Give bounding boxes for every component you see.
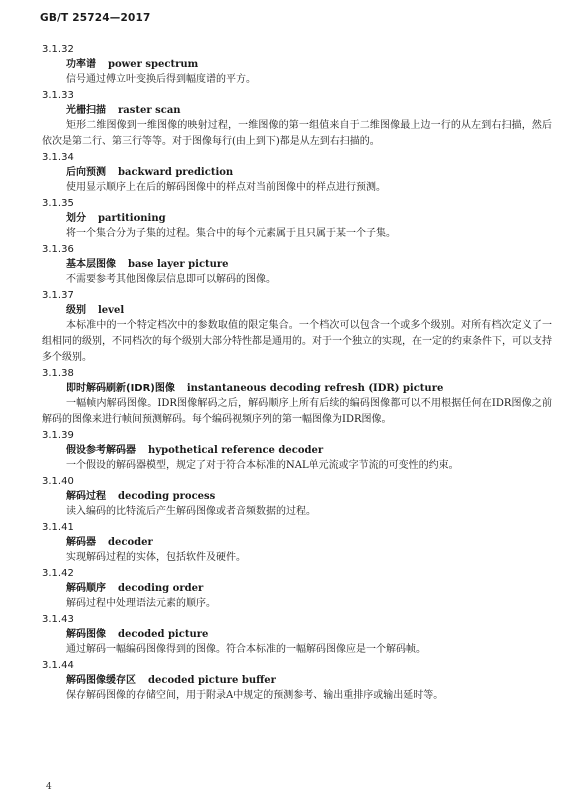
term-heading (42, 489, 552, 504)
term-english: instantaneous decoding refresh (IDR) picture (186, 383, 444, 394)
term-chinese: 级别 (66, 305, 86, 316)
term-entry (42, 658, 552, 704)
clause-number: 3.1.42 (42, 568, 74, 579)
term-heading (42, 57, 552, 72)
term-chinese: 基本层图像 (66, 259, 116, 270)
term-heading (42, 581, 552, 596)
term-entry (42, 150, 552, 196)
clause-number: 3.1.44 (42, 660, 74, 671)
term-heading (42, 381, 552, 396)
term-english: level (98, 305, 125, 316)
clause-number: 3.1.41 (42, 522, 74, 533)
term-definition: 使用显示顺序上在后的解码图像中的样点对当前图像中的样点进行预测。 (66, 182, 386, 193)
term-english: decoder (108, 537, 153, 548)
term-english: decoding order (118, 583, 204, 594)
term-chinese: 即时解码刷新(IDR)图像 (66, 383, 175, 394)
term-heading (42, 211, 552, 226)
term-heading (42, 627, 552, 642)
term-english: raster scan (118, 105, 181, 116)
term-chinese: 解码图像缓存区 (66, 675, 136, 686)
term-english: decoded picture buffer (148, 675, 276, 686)
clause-number: 3.1.32 (42, 44, 74, 55)
term-chinese: 解码顺序 (66, 583, 106, 594)
term-entry (42, 42, 552, 88)
clause-number: 3.1.33 (42, 90, 74, 101)
term-chinese: 后向预测 (66, 167, 106, 178)
term-entry (42, 428, 552, 474)
clause-number: 3.1.43 (42, 614, 74, 625)
term-heading (42, 443, 552, 458)
term-english: decoding process (118, 491, 216, 502)
term-definition: 实现解码过程的实体，包括软件及硬件。 (66, 552, 246, 563)
clause-number: 3.1.37 (42, 290, 74, 301)
clause-number: 3.1.36 (42, 244, 74, 255)
term-english: decoded picture (118, 629, 209, 640)
term-heading (42, 257, 552, 272)
term-definition: 不需要参考其他图像层信息即可以解码的图像。 (66, 274, 276, 285)
term-english: power spectrum (108, 59, 199, 70)
term-entry (42, 566, 552, 612)
term-english: partitioning (98, 213, 166, 224)
clause-number: 3.1.40 (42, 476, 74, 487)
term-chinese: 划分 (66, 213, 86, 224)
term-heading (42, 673, 552, 688)
term-definition: 一个假设的解码器模型，规定了对于符合本标准的NAL单元流或字节流的可变性的约束。 (66, 460, 459, 471)
term-heading (42, 103, 552, 118)
term-definition: 读入编码的比特流后产生解码图像或者音频数据的过程。 (66, 506, 316, 517)
term-heading (42, 303, 552, 318)
term-chinese: 解码过程 (66, 491, 106, 502)
clause-number: 3.1.34 (42, 152, 74, 163)
term-entry (42, 88, 552, 150)
term-english: base layer picture (128, 259, 229, 270)
term-definition: 信号通过傅立叶变换后得到幅度谱的平方。 (66, 74, 256, 85)
term-definition: 通过解码一幅编码图像得到的图像。符合本标准的一幅解码图像应是一个解码帧。 (66, 644, 426, 655)
term-entry (42, 474, 552, 520)
term-definition: 将一个集合分为子集的过程。集合中的每个元素属于且只属于某一个子集。 (66, 228, 396, 239)
term-definition: 矩形二维图像到一维图像的映射过程，一维图像的第一组值来自于二维图像最上边一行的从左到右扫描，然后依次是第二行、第三行等等。对于图像每行(由上到下)都是从左到右扫描的。 (42, 120, 552, 147)
clause-number: 3.1.38 (42, 368, 74, 379)
clause-number: 3.1.35 (42, 198, 74, 209)
standard-code-header: GB/T 25724—2017 (40, 12, 151, 24)
term-english: backward prediction (118, 167, 234, 178)
term-english: hypothetical reference decoder (148, 445, 324, 456)
term-entry (42, 288, 552, 366)
term-entry (42, 366, 552, 428)
page-number: 4 (46, 782, 52, 792)
term-definition: 解码过程中处理语法元素的顺序。 (66, 598, 216, 609)
term-chinese: 光栅扫描 (66, 105, 106, 116)
term-heading (42, 535, 552, 550)
term-chinese: 功率谱 (66, 59, 96, 70)
term-chinese: 解码器 (66, 537, 96, 548)
term-chinese: 假设参考解码器 (66, 445, 136, 456)
term-chinese: 解码图像 (66, 629, 106, 640)
term-entry (42, 612, 552, 658)
term-entry (42, 520, 552, 566)
term-definition: 本标准中的一个特定档次中的参数取值的限定集合。一个档次可以包含一个或多个级别。对所有档次定义了一组相同的级别，不同档次的每个级别大部分特性都是通用的。对于一个独立的实现，在一定的约束条件下，可以支持多个级别。 (42, 320, 552, 363)
term-definition: 保存解码图像的存储空间，用于附录A中规定的预测参考、输出重排序或输出延时等。 (66, 690, 444, 701)
term-definition: 一幅帧内解码图像。IDR图像解码之后，解码顺序上所有后续的编码图像都可以不用根据任何在IDR图像之前解码的图像来进行帧间预测解码。每个编码视频序列的第一幅图像为IDR图像。 (42, 398, 552, 425)
terms-list (42, 42, 552, 704)
clause-number: 3.1.39 (42, 430, 74, 441)
term-entry (42, 196, 552, 242)
term-heading (42, 165, 552, 180)
term-entry (42, 242, 552, 288)
